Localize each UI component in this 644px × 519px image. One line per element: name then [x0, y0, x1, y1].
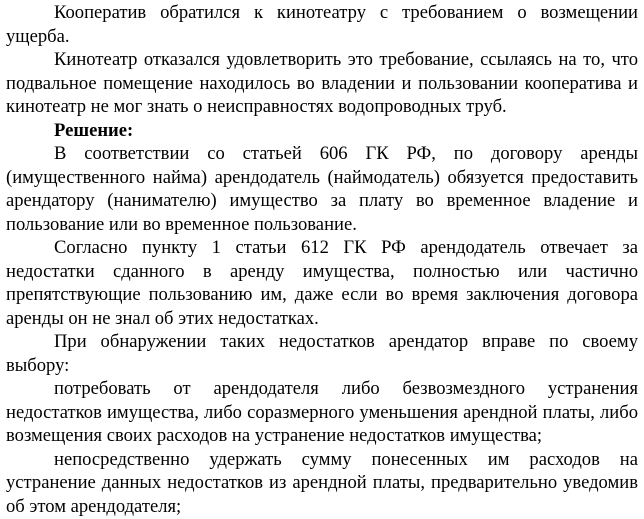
paragraph-tenant-options: При обнаружении таких недостатков арендатор вправе по своему выбору: [6, 331, 638, 376]
paragraph-refusal: Кинотеатр отказался удовлетворить это требование, ссылаясь на то, что подвальное помещение находилось во владении и пользовании кооператива и кинотеатр не мог знать о неисправностях водопроводных труб. [6, 49, 638, 117]
paragraph-article-606: В соответствии со статьей 606 ГК РФ, по договору аренды (имущественного найма) арендодатель (наймодатель) обязуется предоставить арендатору (нанимателю) имущество за плату во временное владение и пользование или во временное пользование. [6, 143, 638, 235]
paragraph-option-withhold: непосредственно удержать сумму понесенных им расходов на устранение данных недостатков из арендной платы, предварительно уведомив об этом арендодателя; [6, 448, 638, 517]
paragraph-claim: Кооператив обратился к кинотеатру с требованием о возмещении ущерба. [6, 2, 638, 47]
paragraph-option-demand: потребовать от арендодателя либо безвозмездного устранения недостатков имущества, либо соразмерного уменьшения арендной платы, либо возмещения своих расходов на устранение недостатков имущества; [6, 378, 638, 446]
solution-heading: Решение: [54, 119, 134, 141]
paragraph-article-612: Согласно пункту 1 статьи 612 ГК РФ арендодатель отвечает за недостатки сданного в аренду имущества, полностью или частично препятствующие пользованию им, даже если во время заключения договора аренды он не знал об этих недостатках. [6, 237, 638, 329]
